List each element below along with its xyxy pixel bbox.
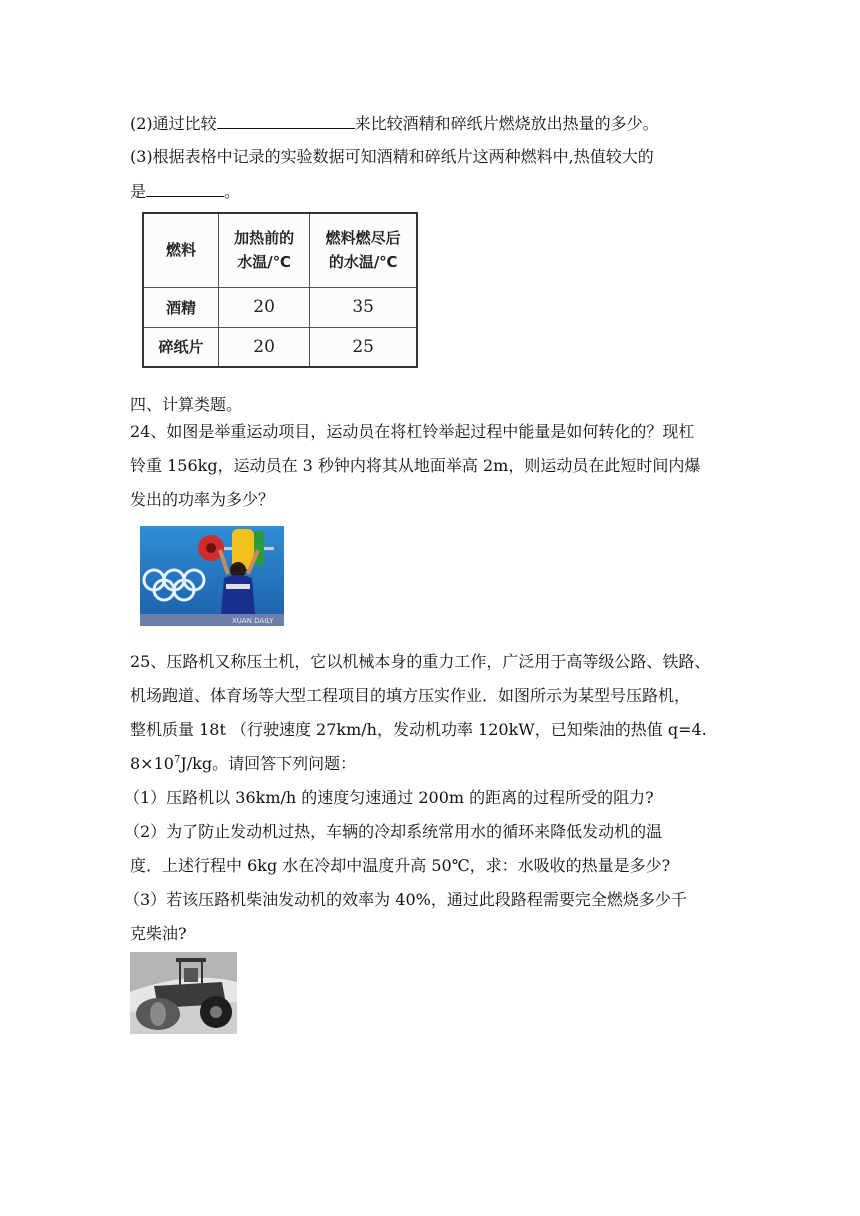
road-roller-image [130,952,237,1034]
road-roller-photo [130,952,237,1034]
question-25-sub3-line1: （3）若该压路机柴油发动机的效率为 40%，通过此段路程需要完全燃烧多少千 [124,890,687,909]
question-24-line2: 铃重 156kg，运动员在 3 秒钟内将其从地面举高 2m，则运动员在此短时间内爆 [130,456,701,475]
experiment-data-table [142,212,418,368]
question-25-sub1: （1）压路机以 36km/h 的速度匀速通过 200m 的距离的过程所受的阻力? [124,788,654,807]
table-cell-before: 20 [218,287,309,327]
table-cell-after: 25 [310,327,417,367]
table-header-fuel: 燃料 [143,213,218,287]
weightlifter-image [140,526,284,626]
weightlifting-photo [140,526,284,626]
question-2: (2)通过比较 来比较酒精和碎纸片燃烧放出热量的多少。 [130,114,659,133]
question-3-line2: 是 。 [130,182,241,201]
question-25-line1: 25、压路机又称压土机，它以机械本身的重力工作，广泛用于高等级公路、铁路、 [130,652,711,671]
table-cell-before: 20 [218,327,309,367]
table-cell-fuel: 碎纸片 [143,327,218,367]
table-header-before: 加热前的 水温/℃ [218,213,309,287]
question-25-sub2-line2: 度．上述行程中 6kg 水在冷却中温度升高 50℃，求：水吸收的热量是多少? [130,856,671,875]
answer-blank [217,112,355,129]
table-cell-after: 35 [310,287,417,327]
question-25-line2: 机场跑道、体育场等大型工程项目的填方压实作业．如图所示为某型号压路机， [130,686,691,705]
question-3-line1: (3)根据表格中记录的实验数据可知酒精和碎纸片这两种燃料中,热值较大的 [130,147,654,166]
table-cell-fuel: 酒精 [143,287,218,327]
question-25-line4: $8\times 10^7J/kg$。请回答下列问题： [130,754,357,773]
question-25-sub3-line2: 克柴油? [130,924,187,943]
question-25-line3: 整机质量 18t （行驶速度 27km/h，发动机功率 120kW，已知柴油的热值 q=4. [130,720,707,739]
table-row [143,287,417,327]
photo-caption: XUAN DAILY [232,617,274,625]
table-header-after: 燃料燃尽后 的水温/℃ [310,213,417,287]
table-header-row [143,213,417,287]
question-24-line3: 发出的功率为多少？ [130,490,275,509]
question-25-sub2-line1: （2）为了防止发动机过热，车辆的冷却系统常用水的循环来降低发动机的温 [124,822,663,841]
answer-blank [146,180,224,197]
table-row [143,327,417,367]
question-24-line1: 24、如图是举重运动项目，运动员在将杠铃举起过程中能量是如何转化的？现杠 [130,422,695,441]
section-4-title: 四、计算类题。 [130,395,243,414]
